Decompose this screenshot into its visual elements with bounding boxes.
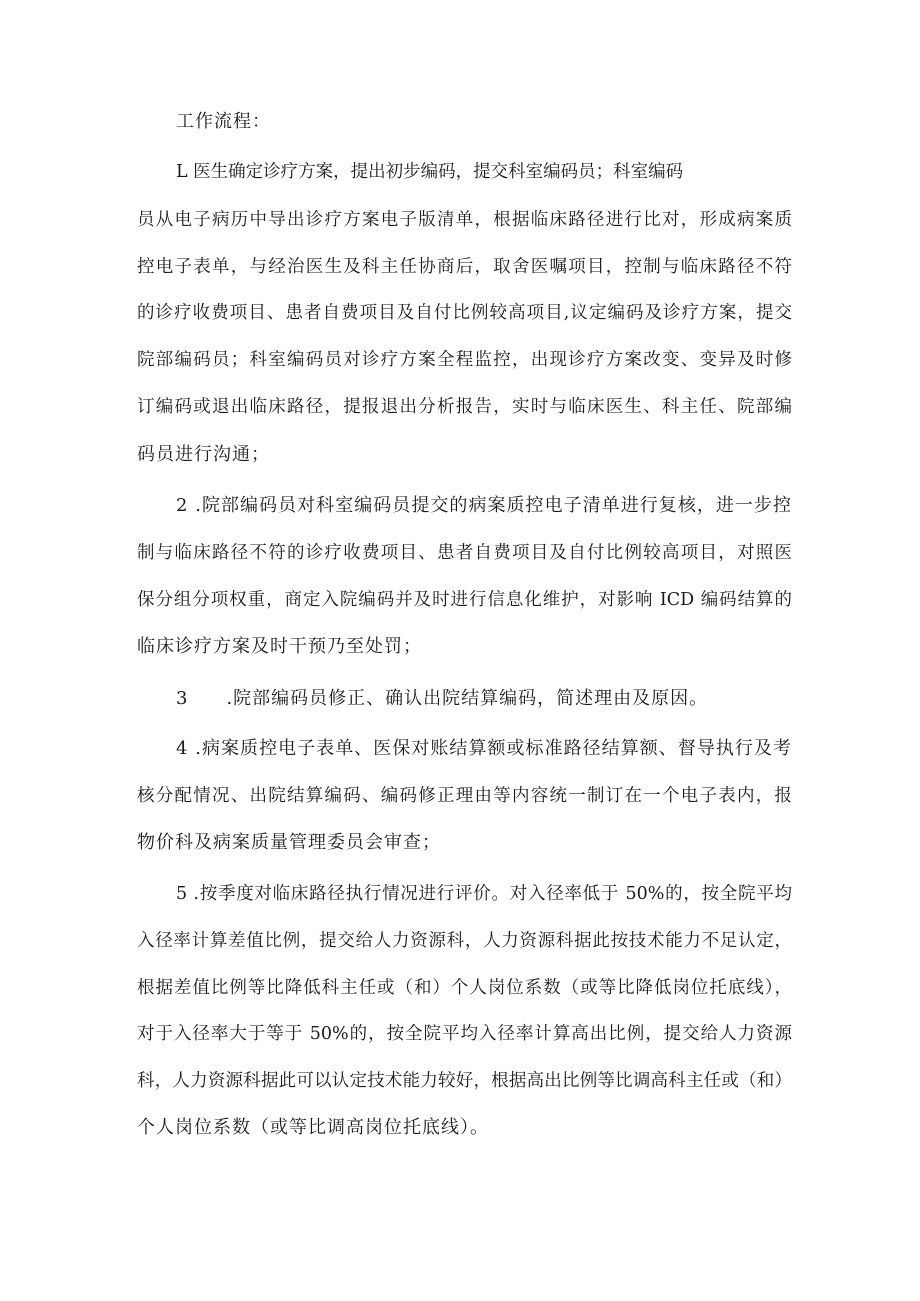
paragraph-1-line-5: 院部编码员；科室编码员对诊疗方案全程监控，出现诊疗方案改变、变异及时修 (137, 350, 792, 370)
paragraph-4-line-3: 物价科及病案质量管理委员会审查； (137, 832, 441, 853)
paragraph-1-line-3: 控电子表单，与经治医生及科主任协商后，取舍医嘱项目，控制与临床路径不符 (137, 257, 792, 277)
paragraph-1-line-6: 订编码或退出临床路径，提报退出分析报告，实时与临床医生、科主任、院部编 (137, 397, 792, 417)
paragraph-2-line-1: 2 .院部编码员对科室编码员提交的病案质控电子清单进行复核，进一步控 (176, 495, 792, 516)
section-heading: 工作流程： (176, 111, 271, 132)
paragraph-2-line-3: 保分组分项权重，商定入院编码并及时进行信息化维护，对影响 ICD 编码结算的 (137, 590, 792, 610)
paragraph-1-line-7: 码员进行沟通； (137, 444, 270, 465)
paragraph-1-line-2: 员从电子病历中导出诊疗方案电子版清单，根据临床路径进行比对，形成病案质 (137, 210, 792, 230)
paragraph-5-line-2: 入径率计算差值比例，提交给人力资源科，人力资源科据此按技术能力不足认定， (137, 931, 792, 951)
paragraph-2-line-2: 制与临床路径不符的诊疗收费项目、患者自费项目及自付比例较高项目，对照医 (137, 543, 792, 563)
paragraph-5-line-5: 科，人力资源科据此可以认定技术能力较好，根据高出比例等比调高科主任或（和） (137, 1071, 792, 1091)
paragraph-4-line-1: 4 .病案质控电子表单、医保对账结算额或标准路径结算额、督导执行及考 (176, 738, 792, 759)
paragraph-3 (176, 687, 792, 711)
paragraph-3-number: 3 (176, 688, 189, 709)
paragraph-5-line-6: 个人岗位系数（或等比调高岗位托底线）。 (137, 1117, 489, 1138)
paragraph-5-line-4: 对于入径率大于等于 50%的，按全院平均入径率计算高出比例，提交给人力资源 (137, 1024, 792, 1044)
paragraph-5-line-1: 5 .按季度对临床路径执行情况进行评价。对入径率低于 50%的，按全院平均 (176, 884, 792, 904)
paragraph-3-text: .院部编码员修正、确认出院结算编码，简述理由及原因。 (226, 688, 709, 709)
paragraph-5-line-3: 根据差值比例等比降低科主任或（和）个人岗位系数（或等比降低岗位托底线）， (137, 978, 792, 998)
paragraph-2-line-4: 临床诊疗方案及时干预乃至处罚； (137, 636, 422, 657)
paragraph-4-line-2: 核分配情况、出院结算编码、编码修正理由等内容统一制订在一个电子表内，报 (137, 786, 792, 806)
paragraph-1-line-1: L 医生确定诊疗方案，提出初步编码，提交科室编码员；科室编码 (176, 162, 684, 182)
paragraph-1-line-4: 的诊疗收费项目、患者自费项目及自付比例较高项目,议定编码及诊疗方案，提交 (137, 303, 792, 323)
